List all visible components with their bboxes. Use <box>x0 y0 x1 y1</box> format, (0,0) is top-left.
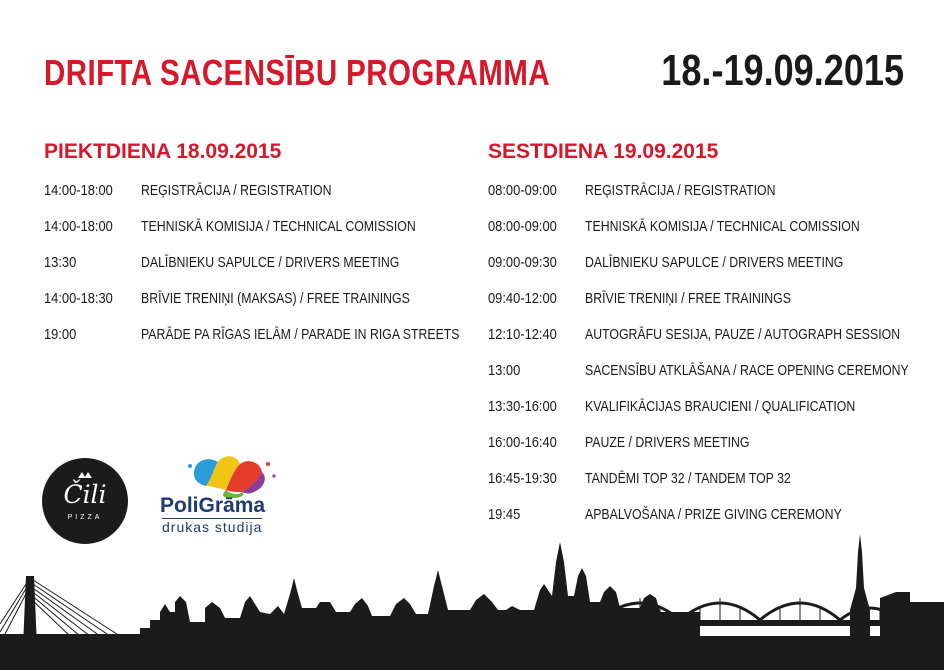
event-name: TANDĒMI TOP 32 / TANDEM TOP 32 <box>585 470 791 487</box>
event-time: 12:10-12:40 <box>488 326 557 343</box>
event-time: 08:00-09:00 <box>488 218 557 235</box>
poligrama-logo-name: PoliGrāma <box>160 494 266 517</box>
event-time: 13:00 <box>488 362 521 379</box>
event-time: 08:00-09:00 <box>488 182 557 199</box>
event-dates: 18.-19.09.2015 <box>661 46 904 95</box>
event-name: KVALIFIKĀCIJAS BRAUCIENI / QUALIFICATION <box>585 398 856 415</box>
riga-skyline-silhouette <box>0 532 944 670</box>
program-title: DRIFTA SACENSĪBU PROGRAMMA <box>44 52 550 93</box>
event-time: 14:00-18:30 <box>44 290 113 307</box>
event-time: 16:00-16:40 <box>488 434 557 451</box>
event-name: TEHNISKĀ KOMISIJA / TECHNICAL COMISSION <box>585 218 860 235</box>
poligrama-logo-subtext: drukas studija <box>162 519 263 535</box>
cili-logo-subtext: PIZZA <box>67 514 103 521</box>
event-time: 14:00-18:00 <box>44 182 113 199</box>
event-name: REĢISTRĀCIJA / REGISTRATION <box>141 182 332 199</box>
event-name: APBALVOŠANA / PRIZE GIVING CEREMONY <box>585 506 842 523</box>
event-time: 14:00-18:00 <box>44 218 113 235</box>
cili-logo-text: Čili <box>63 480 107 509</box>
event-name: PARĀDE PA RĪGAS IELĀM / PARADE IN RIGA STREETS <box>141 326 460 343</box>
event-name: DALĪBNIEKU SAPULCE / DRIVERS MEETING <box>141 254 400 271</box>
event-name: BRĪVIE TRENIŅI / FREE TRAININGS <box>585 290 791 307</box>
event-time: 19:00 <box>44 326 77 343</box>
day2-heading: SESTDIENA 19.09.2015 <box>488 140 719 163</box>
paint-splash-icon <box>184 452 284 498</box>
event-name: BRĪVIE TRENIŅI (MAKSAS) / FREE TRAININGS <box>141 290 410 307</box>
event-time: 09:00-09:30 <box>488 254 557 271</box>
event-name: AUTOGRĀFU SESIJA, PAUZE / AUTOGRAPH SESSION <box>585 326 901 343</box>
poligrama-logo <box>160 452 290 542</box>
event-name: REĢISTRĀCIJA / REGISTRATION <box>585 182 776 199</box>
day1-heading: PIEKTDIENA 18.09.2015 <box>44 140 282 163</box>
event-name: TEHNISKĀ KOMISIJA / TECHNICAL COMISSION <box>141 218 416 235</box>
event-time: 19:45 <box>488 506 521 523</box>
event-name: DALĪBNIEKU SAPULCE / DRIVERS MEETING <box>585 254 844 271</box>
event-time: 13:30 <box>44 254 77 271</box>
event-name: SACENSĪBU ATKLĀŠANA / RACE OPENING CEREMONY <box>585 362 909 379</box>
event-name: PAUZE / DRIVERS MEETING <box>585 434 750 451</box>
event-time: 09:40-12:00 <box>488 290 557 307</box>
event-time: 13:30-16:00 <box>488 398 557 415</box>
event-time: 16:45-19:30 <box>488 470 557 487</box>
